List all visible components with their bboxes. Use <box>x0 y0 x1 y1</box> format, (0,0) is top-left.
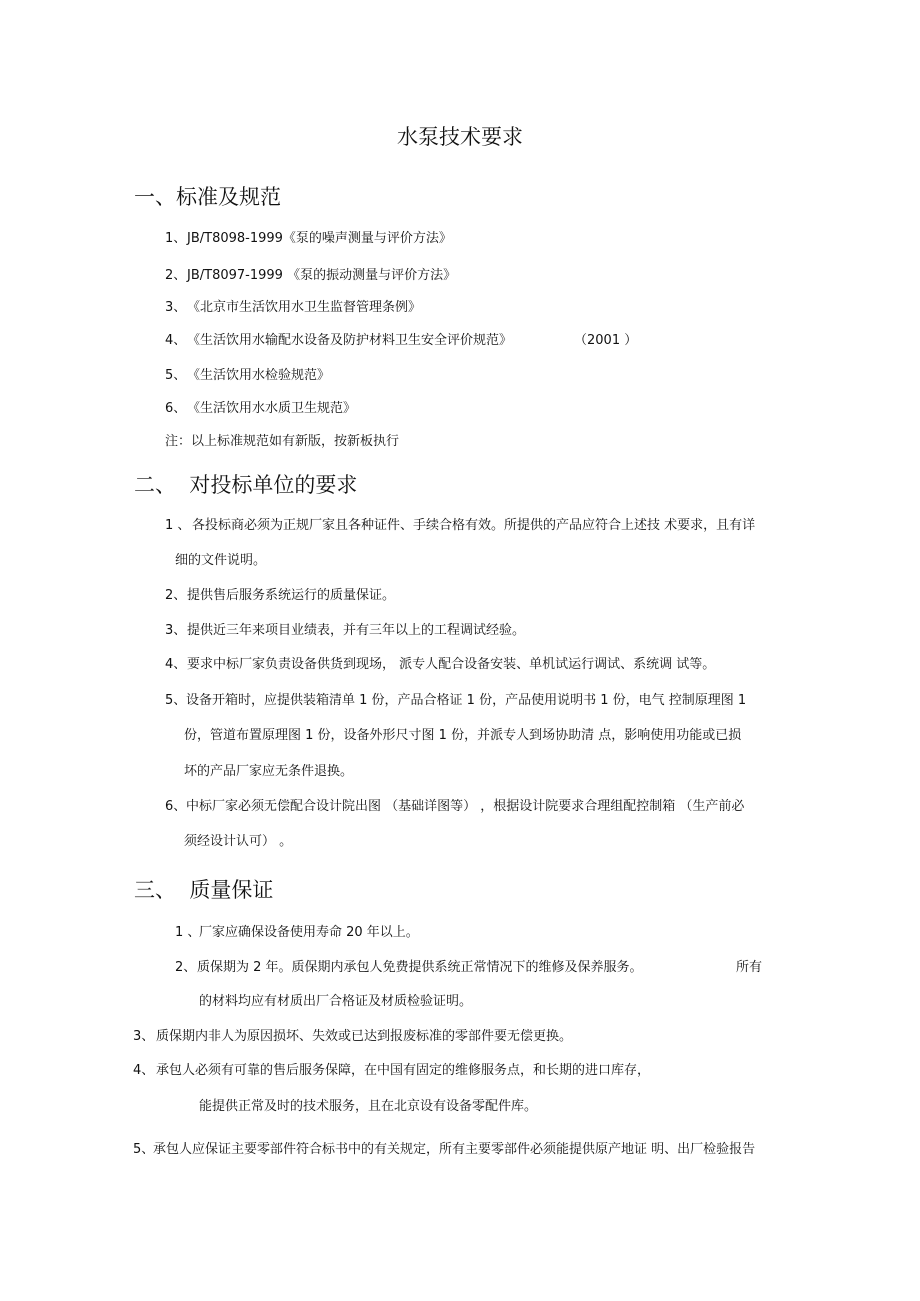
list-item: 1、JB/T8098-1999《泵的噪声测量与评价方法》 <box>165 231 452 246</box>
section-3-heading: 三、 质量保证 <box>134 878 274 902</box>
list-item: 4、 承包人必须有可靠的售后服务保障，在中国有固定的维修服务点，和长期的进口库存， <box>133 1063 651 1078</box>
list-item-text: 须经设计认可） 。 <box>184 834 293 849</box>
list-item: 3、《北京市生活饮用水卫生监督管理条例》 <box>165 300 422 315</box>
note: 注：以上标准规范如有新版，按新板执行 <box>165 434 400 449</box>
list-item: 5、承包人应保证主要零部件符合标书中的有关规定，所有主要零部件必须能提供原产地证 明、出厂检验报告 <box>133 1142 756 1157</box>
list-item: 2、提供售后服务系统运行的质量保证。 <box>165 588 396 603</box>
list-item-number: 5、 <box>165 693 187 708</box>
list-item: 4、《生活饮用水输配水设备及防护材料卫生安全评价规范》 <box>165 333 513 348</box>
list-item-text: 细的文件说明。 <box>175 553 267 568</box>
list-item-text: 中标厂家必须无偿配合设计院出图 （基础详图等） ，根据设计院要求合理组配控制箱 （生产前必 <box>186 799 745 814</box>
list-item: 2、JB/T8097-1999 《泵的振动测量与评价方法》 <box>165 268 457 283</box>
list-item: 2、质保期为 2 年。质保期内承包人免费提供系统正常情况下的维修及保养服务。 <box>175 960 643 975</box>
list-item: 4、要求中标厂家负责设备供货到现场， 派专人配合设备安装、单机试运行调试、系统调 试等。 <box>165 657 716 672</box>
list-item-text: 的材料均应有材质出厂合格证及材质检验证明。 <box>199 994 473 1009</box>
list-item-number: 1 、 <box>165 518 191 533</box>
list-item: 6、《生活饮用水水质卫生规范》 <box>165 401 357 416</box>
list-item: 3、提供近三年来项目业绩表，并有三年以上的工程调试经验。 <box>165 623 526 638</box>
list-item-text: 份，管道布置原理图 1 份，设备外形尺寸图 1 份，并派专人到场协助清 点，影响使用功能或已损 <box>184 728 742 743</box>
list-item-text: 能提供正常及时的技术服务，且在北京设有设备零配件库。 <box>199 1099 538 1114</box>
list-item-text: 各投标商必须为正规厂家且各种证件、手续合格有效。所提供的产品应符合上述技 术要求，且有详 <box>192 518 756 533</box>
page-title: 水泵技术要求 <box>397 125 523 149</box>
section-1-heading: 一、标准及规范 <box>134 185 281 209</box>
section-2-heading: 二、 对投标单位的要求 <box>134 473 358 497</box>
list-item-text: 坏的产品厂家应无条件退换。 <box>184 764 354 779</box>
list-item-text: 所有 <box>736 960 763 975</box>
list-item: 3、 质保期内非人为原因损坏、失效或已达到报废标准的零部件要无偿更换。 <box>133 1029 573 1044</box>
list-item: 1 、厂家应确保设备使用寿命 20 年以上。 <box>175 925 419 940</box>
list-item-number: 6、 <box>165 799 187 814</box>
year-note: （2001 ） <box>574 333 638 348</box>
list-item: 5、《生活饮用水检验规范》 <box>165 368 331 383</box>
list-item-text: 设备开箱时，应提供装箱清单 1 份，产品合格证 1 份，产品使用说明书 1 份，电气 控制原理图 1 <box>186 693 747 708</box>
